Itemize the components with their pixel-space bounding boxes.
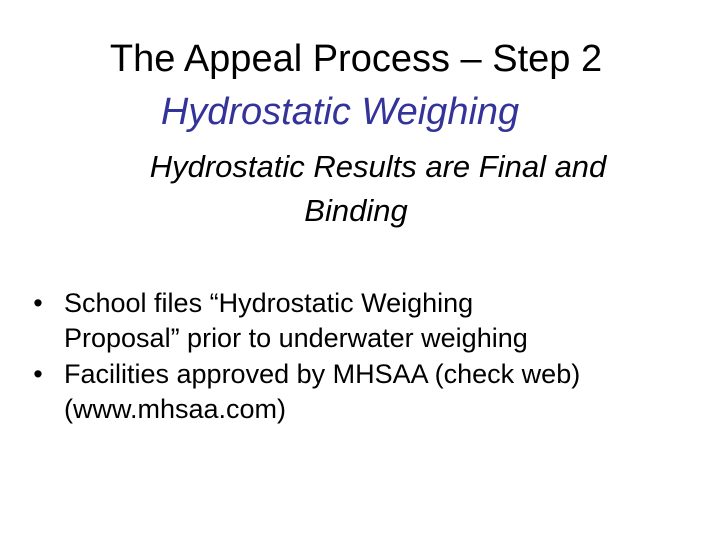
bullet-item <box>28 357 708 427</box>
bullet-text-line: (www.mhsaa.com) <box>64 394 287 424</box>
bullet-text-line: Facilities approved by MHSAA (check web) <box>64 359 581 389</box>
bullet-marker: • <box>33 359 43 389</box>
bullet-text-line: School files “Hydrostatic Weighing <box>64 288 474 318</box>
subheading-line-1: Hydrostatic Results are Final and <box>149 149 607 184</box>
bullet-marker: • <box>33 288 43 318</box>
slide-subtitle: Hydrostatic Weighing <box>160 91 520 133</box>
bullet-text-line: Proposal” prior to underwater weighing <box>64 323 528 353</box>
slide-title: The Appeal Process – Step 2 <box>109 38 603 80</box>
bullet-list <box>28 286 708 428</box>
bullet-item <box>28 286 708 356</box>
subheading-line-2: Binding <box>304 193 408 228</box>
